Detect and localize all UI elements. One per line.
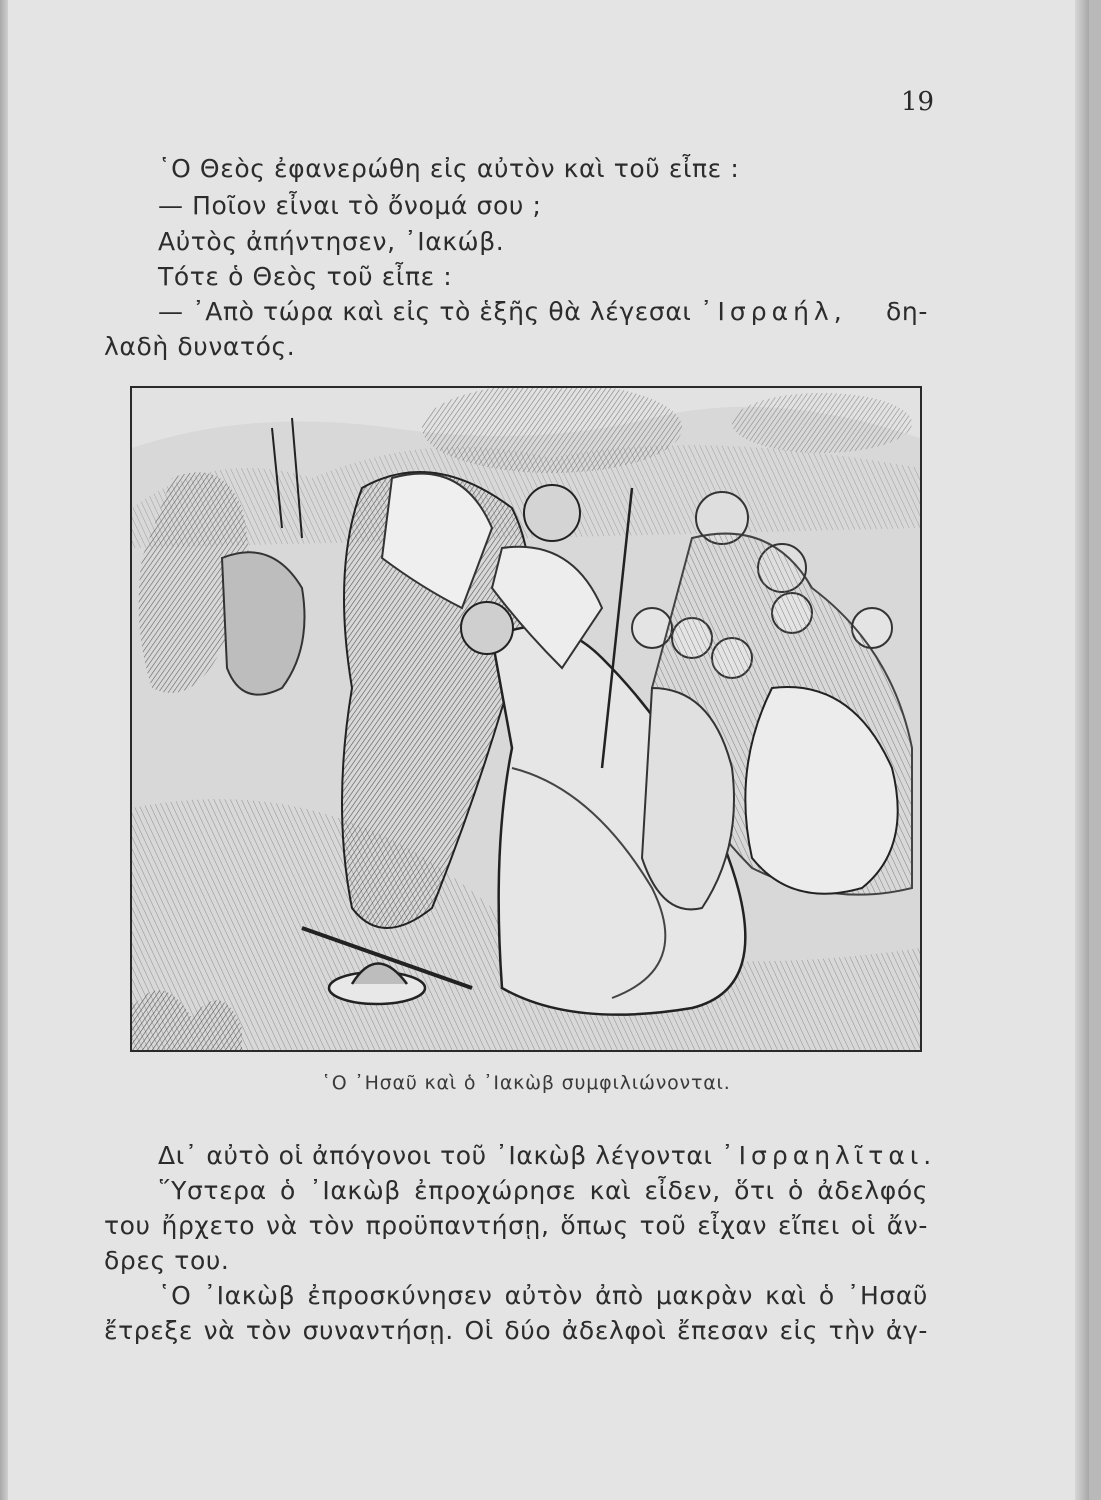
page-edge-right: [1075, 0, 1089, 1500]
engraving-drawing: [132, 388, 920, 1050]
text-line-1: ῾Ο Θεὸς ἐφανερώθη εἰς αὐτὸν καὶ τοῦ εἶπε :: [158, 154, 740, 183]
text-line-5: [158, 297, 928, 326]
text-line-2: — Ποῖον εἶναι τὸ ὄνομά σου ;: [158, 191, 542, 220]
text-line-10: δρες του.: [104, 1246, 230, 1275]
name-israelites: ᾿Ισραηλῖται.: [721, 1141, 937, 1170]
text-line-11: ῾Ο ᾿Ιακὼβ ἐπροσκύνησεν αὐτὸν ἀπὸ μακρὰν καὶ ὁ ᾿Ησαῦ: [158, 1281, 928, 1310]
page-edge-left: [0, 0, 8, 1500]
text-line-3: Αὐτὸς ἀπήντησεν, ᾿Ιακώβ.: [158, 227, 505, 256]
page-number: 19: [901, 87, 935, 117]
name-israel: ᾿Ισραήλ,: [700, 297, 847, 326]
text-line-12: ἔτρεξε νὰ τὸν συναντήσῃ. Οἱ δύο ἀδελφοὶ ἔπεσαν εἰς τὴν ἀγ-: [104, 1316, 928, 1345]
text-line-9: του ἤρχετο νὰ τὸν προϋπαντήσῃ, ὅπως τοῦ εἶχαν εἴπει οἱ ἄν-: [104, 1211, 928, 1240]
text-line-5-start: — ᾿Απὸ τώρα καὶ εἰς τὸ ἑξῆς θὰ λέγεσαι: [158, 297, 701, 326]
text-line-7: [158, 1141, 937, 1170]
book-page: [8, 0, 1089, 1500]
engraving-illustration: [130, 386, 922, 1052]
text-line-4: Τότε ὁ Θεὸς τοῦ εἶπε :: [158, 262, 453, 291]
text-line-7-start: Δι᾿ αὐτὸ οἱ ἀπόγονοι τοῦ ᾿Ιακὼβ λέγονται: [158, 1141, 722, 1170]
figure-caption: ῾Ο ᾿Ησαῦ καὶ ὁ ᾿Ιακὼβ συμφιλιώνονται.: [321, 1072, 731, 1094]
hyphenated-word-start: δη-: [886, 297, 928, 326]
text-line-6: λαδὴ δυνατός.: [104, 332, 296, 361]
text-line-8: ῞Υστερα ὁ ᾿Ιακὼβ ἐπροχώρησε καὶ εἶδεν, ὅτι ὁ ἀδελφός: [158, 1176, 928, 1205]
